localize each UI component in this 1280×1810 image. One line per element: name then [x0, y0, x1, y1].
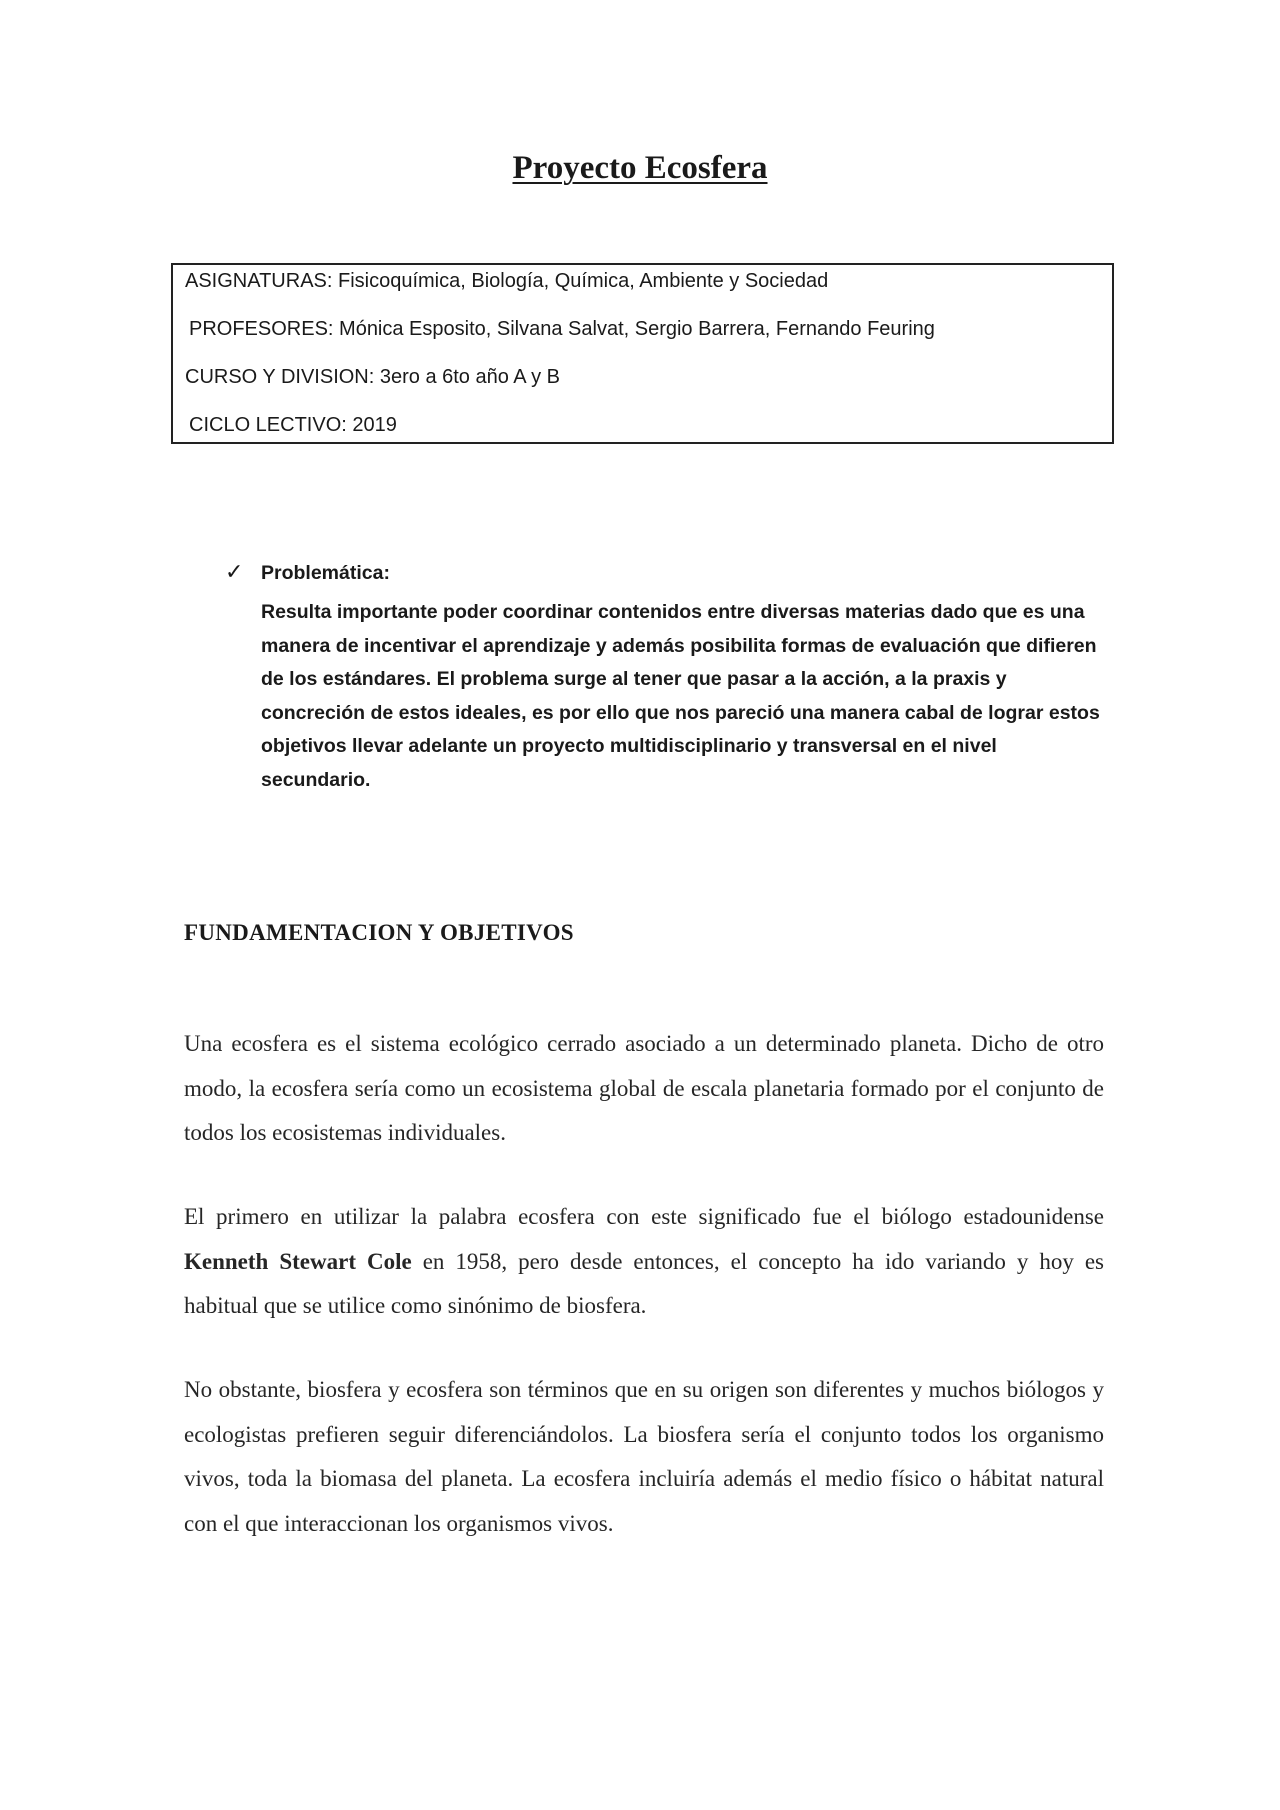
- paragraph-2-before: El primero en utilizar la palabra ecosfera con este significado fue el biólogo estadounidense: [184, 1204, 1104, 1229]
- checkmark-icon: ✓: [225, 560, 244, 585]
- paragraph-2-name: Kenneth Stewart Cole: [184, 1248, 412, 1274]
- paragraph-2: [184, 1195, 1104, 1329]
- info-ciclo: CICLO LECTIVO: 2019: [189, 414, 397, 436]
- paragraph-1: Una ecosfera es el sistema ecológico cerrado asociado a un determinado planeta. Dicho de otro modo, la ecosfera sería como un ecosistema global de escala planetaria formado por el conjunto de todos los ecosistemas individuales.: [184, 1031, 1104, 1145]
- info-asignaturas: ASIGNATURAS: Fisicoquímica, Biología, Química, Ambiente y Sociedad: [185, 270, 829, 292]
- info-curso: CURSO Y DIVISION: 3ero a 6to año A y B: [185, 366, 560, 388]
- problematica-heading: Problemática:: [261, 562, 390, 584]
- section-heading: FUNDAMENTACION Y OBJETIVOS: [184, 920, 574, 945]
- info-profesores: PROFESORES: Mónica Esposito, Silvana Salvat, Sergio Barrera, Fernando Feuring: [189, 318, 935, 340]
- info-box: [171, 263, 1114, 444]
- paragraph-2-after: en 1958, pero desde entonces, el concepto ha ido variando y hoy es habitual que se utilice como sinónimo de biosfera.: [184, 1248, 1105, 1318]
- problematica-text: Resulta importante poder coordinar contenidos entre diversas materias dado que es una manera de incentivar el aprendizaje y además posibilita formas de evaluación que difieren de los estándares. El problema surge al tener que pasar a la acción, a la praxis y concreción de estos ideales, es por ello que nos pareció una manera cabal de lograr estos objetivos llevar adelante un proyecto multidisciplinario y transversal en el nivel secundario.: [261, 601, 1100, 791]
- document-title: Proyecto Ecosfera: [512, 150, 768, 186]
- paragraph-3: No obstante, biosfera y ecosfera son términos que en su origen son diferentes y muchos biólogos y ecologistas prefieren seguir diferenciándolos. La biosfera sería el conjunto todos los organismo vivos, toda la biomasa del planeta. La ecosfera incluiría además el medio físico o hábitat natural con el que interaccionan los organismos vivos.: [184, 1377, 1104, 1536]
